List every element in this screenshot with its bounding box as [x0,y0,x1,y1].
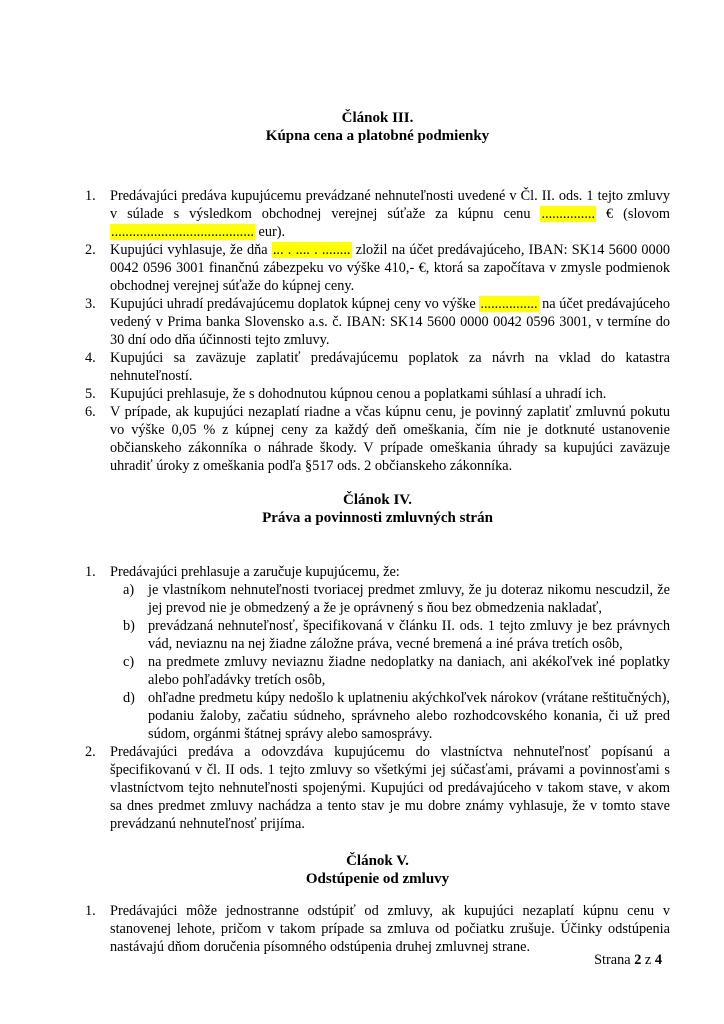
text-run: Kupujúci vyhlasuje, že dňa [110,242,272,258]
item-text [110,296,670,348]
numbered-list [85,902,670,956]
subitem-text [148,618,670,652]
subitem-marker: a) [123,582,135,598]
page-footer [594,951,662,969]
subitem-marker: c) [123,654,135,670]
list-item [85,187,670,241]
text-run: Kupujúci uhradí predávajúcemu doplatok kúpnej ceny vo výške [110,296,480,312]
numbered-list [85,563,670,833]
item-text [110,744,670,832]
sub-list-item [110,653,670,689]
section-clanok-iv [85,491,670,833]
subitem-text [148,582,670,616]
item-text [110,386,606,402]
section-heading: Článok V. [346,853,409,869]
subitem-text [148,654,670,688]
section-clanok-iii [85,109,670,475]
sub-list-item [110,689,670,743]
text-run: Predávajúci predáva kupujúcemu prevádzané nehnuteľnosti uvedené v Čl. II. ods. 1 tejto zmluvy v súlade s výsledkom obchodnej verejnej súťaže za kúpnu cenu [110,188,670,222]
highlight-placeholder: ............... [541,206,596,222]
list-item [85,403,670,475]
item-number: 1. [85,188,96,204]
list-item [85,385,670,403]
text-run: Kupujúci sa zaväzuje zaplatiť predávajúcemu poplatok za návrh na vklad do katastra nehnuteľností. [110,350,670,384]
footer-page-number: 4 [654,952,662,968]
text-run: prevádzaná nehnuteľnosť, špecifikovaná v článku II. ods. 1 tejto zmluvy je bez právnych vád, neviaznu na nej žiadne záložne práva, vecné bremená a iné práva tretích osôb, [148,618,670,652]
list-item [85,241,670,295]
sub-list-item [110,617,670,653]
footer-text: z [641,952,655,968]
item-number: 1. [85,564,96,580]
text-run: ohľadne predmetu kúpy nedošlo k uplatneniu akýchkoľvek nárokov (vrátane reštitučných), podaniu žaloby, začatiu súdneho, správneho alebo rozhodcovského konania, či už pred súdom, orgánmi štátnej správy alebo samosprávy. [148,690,670,742]
highlight-placeholder: ................ [480,296,538,312]
subitem-text [148,690,670,742]
section-clanok-v [85,852,670,956]
item-number: 5. [85,386,96,402]
text-run: Kupujúci prehlasuje, že s dohodnutou kúpnou cenou a poplatkami súhlasí a uhradí ich. [110,386,607,402]
section-heading: Článok III. [341,110,414,126]
item-number: 3. [85,296,96,312]
numbered-list [85,187,670,475]
subitem-marker: b) [123,618,135,634]
section-subheading: Práva a povinnosti zmluvných strán [262,510,493,526]
item-text [110,564,400,580]
text-run: je vlastníkom nehnuteľnosti tvoriacej predmet zmluvy, že ju doteraz nikomu nescudzil, že jej prevod nie je obmedzený a že je oprávnený s ňou bez obmedzenia nakladať, [148,582,670,616]
text-run: na predmete zmluvy neviaznu žiadne nedoplatky na daniach, ani akékoľvek iné poplatky alebo pohľadávky tretích osôb, [148,654,670,688]
item-text [110,242,670,294]
text-run: zložil na účet predávajúceho, IBAN: SK14 5600 0000 0042 0596 3001 finančnú zábezpeku vo výške 410,- €, ktorá sa započítava v zmysle podmienok obchodnej verejnej súťaže do kúpnej ceny. [110,242,670,294]
item-number: 2. [85,242,96,258]
item-text [110,188,670,240]
text-run: Predávajúci prehlasuje a zaručuje kupujúcemu, že: [110,564,400,580]
subitem-marker: d) [123,690,135,706]
list-item [85,349,670,385]
text-run: V prípade, ak kupujúci nezaplatí riadne a včas kúpnu cenu, je povinný zaplatiť zmluvnú pokutu vo výške 0,05 % z kúpnej ceny za každý deň omeškania, čím nie je dotknuté ustanovenie občianskeho zákonníka o náhrade škody. V prípade omeškania úhrady sa kupujúci zaväzuje uhradiť úroky z omeškania podľa §517 ods. 2 občianskeho zákonníka. [110,404,670,474]
text-run: eur). [254,224,286,240]
section-heading: Článok IV. [343,492,412,508]
item-number: 2. [85,744,96,760]
text-run: Predávajúci môže jednostranne odstúpiť od zmluvy, ak kupujúci nezaplatí kúpnu cenu v stanovenej lehote, pričom v takom prípade sa zmluva od počiatku zrušuje. Účinky odstúpenia nastávajú dňom doručenia písomného odstúpenia druhej zmluvnej strane. [110,903,670,955]
item-text [110,350,670,384]
item-text [110,903,670,955]
section-subheading: Odstúpenie od zmluvy [305,871,450,887]
text-run: Predávajúci predáva a odovzdáva kupujúcemu do vlastníctva nehnuteľnosť popísanú a špecifikovanú v čl. II ods. 1 tejto zmluvy so všetkými jej súčasťami, právami a povinnosťami s vlastníctvom tejto nehnuteľnosti spojenými. Kupujúci od predávajúceho v takom stave, v akom sa dnes predmet zmluvy nachádza a tento stav je mu dobre známy vyhlasuje, že v tomto stave prevádzanú nehnuteľnosť prijíma. [110,744,670,832]
list-item [85,902,670,956]
text-run: na účet predávajúceho vedený v Prima banka Slovensko a.s. č. IBAN: SK14 5600 0000 0042 0596 3001, v termíne do 30 dní odo dňa účinnosti tejto zmluvy. [110,296,670,348]
text-run: € (slovom [596,206,670,222]
list-item [85,563,670,743]
list-item [85,295,670,349]
item-number: 1. [85,903,96,919]
item-number: 4. [85,350,96,366]
footer-text: Strana [594,952,635,968]
section-subheading: Kúpna cena a platobné podmienky [265,128,490,144]
item-number: 6. [85,404,96,420]
footer-page-number: 2 [634,952,642,968]
highlight-placeholder: ........................................ [111,224,254,240]
sub-list-item [110,581,670,617]
item-text [110,404,670,474]
highlight-placeholder: ... . .... . ........ [272,242,351,258]
list-item [85,743,670,833]
